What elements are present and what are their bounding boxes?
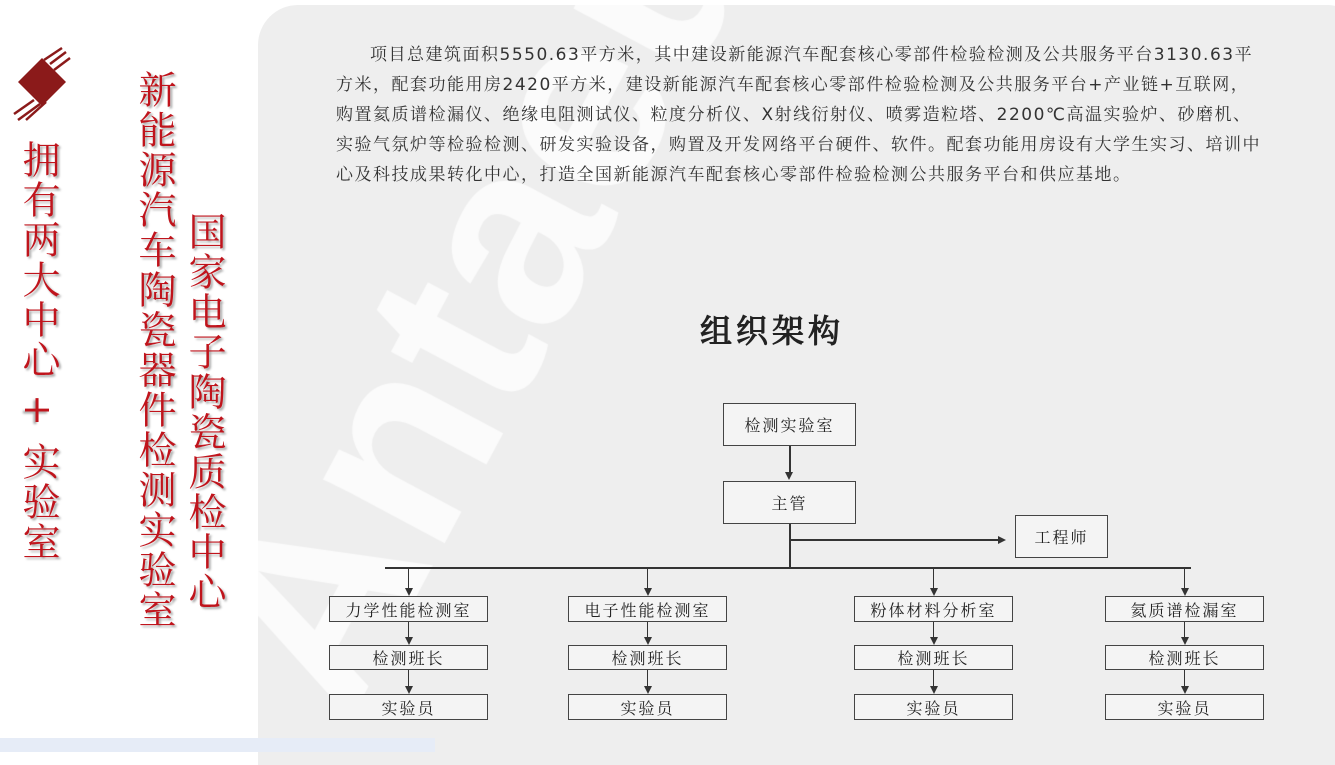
team-lead-box: 检测班长 (1105, 645, 1264, 670)
team-lead-box: 检测班长 (329, 645, 488, 670)
logo-icon (12, 46, 72, 122)
left-heading-2: 新能源汽车陶瓷器件检测实验室 (132, 70, 176, 630)
org-chart-title: 组织架构 (700, 312, 845, 350)
org-engineer-box: 工程师 (1015, 515, 1108, 558)
staff-box: 实验员 (1105, 694, 1264, 720)
team-lead-box: 检测班长 (854, 645, 1013, 670)
department-box: 电子性能检测室 (568, 596, 727, 622)
staff-box: 实验员 (854, 694, 1013, 720)
bottom-strip (0, 738, 435, 752)
team-lead-box: 检测班长 (568, 645, 727, 670)
org-root-box: 检测实验室 (723, 403, 856, 446)
project-description: 项目总建筑面积5550.63平方米，其中建设新能源汽车配套核心零部件检验检测及公共服务平台3130.63平方米，配套功能用房2420平方米，建设新能源汽车配套核心零部件检验检测及公共服务平台+产业链+互联网，购置氦质谱检漏仪、绝缘电阻测试仪、粒度分析仪、X射线衍射仪、喷雾造粒塔、2200℃高温实验炉、砂磨机、实验气氛炉等检验检测、研发实验设备，购置及开发网络平台硬件、软件。配套功能用房设有大学生实习、培训中心及科技成果转化中心，打造全国新能源汽车配套核心零部件检验检测公共服务平台和供应基地。 (336, 45, 1261, 185)
department-box: 氦质谱检漏室 (1105, 596, 1264, 622)
left-heading-1: 拥有两大中心 + 实验室 (16, 140, 60, 562)
staff-box: 实验员 (568, 694, 727, 720)
left-heading-3: 国家电子陶瓷质检中心 (182, 212, 226, 612)
department-box: 力学性能检测室 (329, 596, 488, 622)
org-manager-box: 主管 (723, 481, 856, 524)
department-box: 粉体材料分析室 (854, 596, 1013, 622)
staff-box: 实验员 (329, 694, 488, 720)
